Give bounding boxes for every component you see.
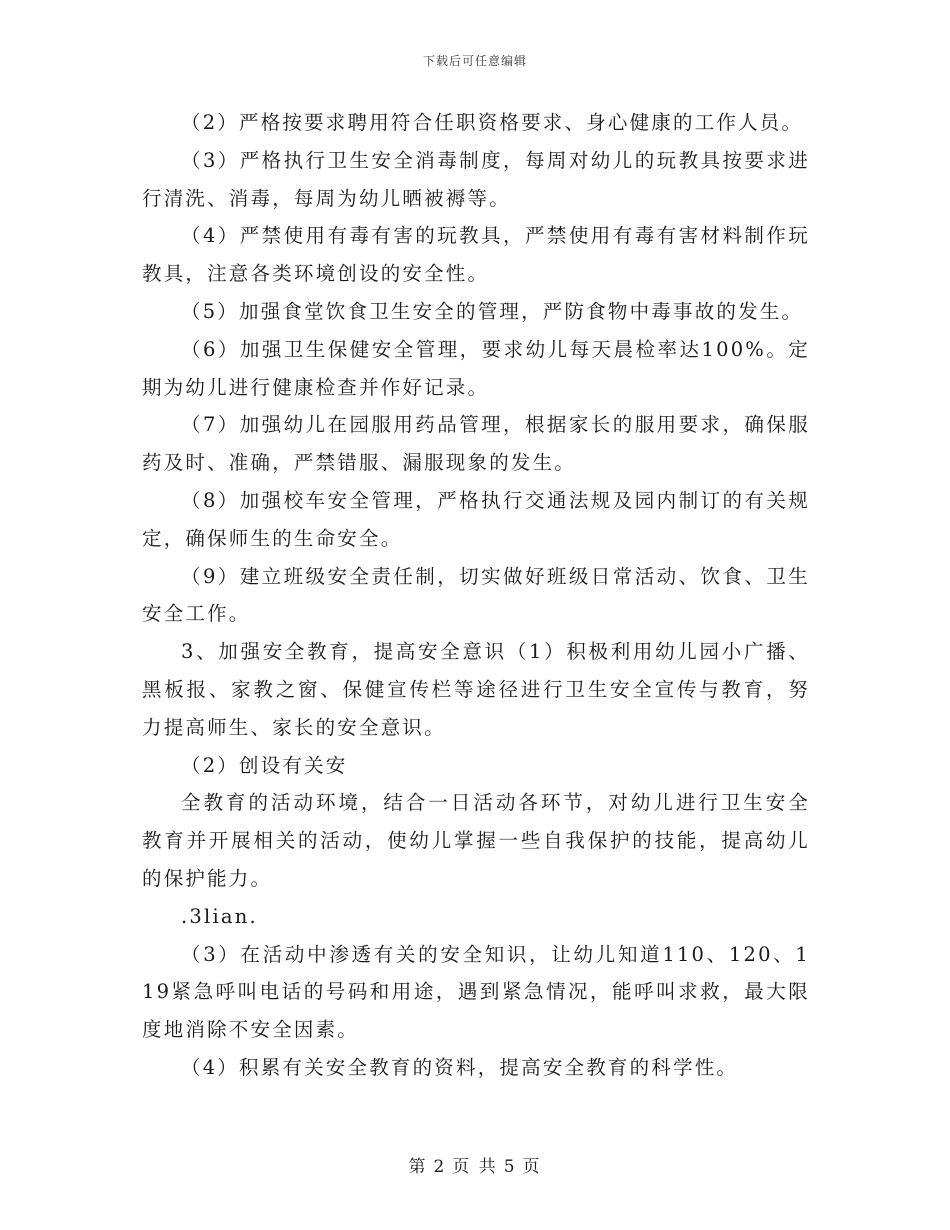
paragraph-item-8: （8）加强校车安全管理，严格执行交通法规及园内制订的有关规定，确保师生的生命安全。 bbox=[142, 488, 810, 550]
paragraph-sub-3: （3）在活动中渗透有关的安全知识，让幼儿知道110、120、119紧急呼叫电话的号码和用途，遇到紧急情况，能呼叫求救，最大限度地消除不安全因素。 bbox=[142, 942, 810, 1042]
paragraph-item-3: （3）严格执行卫生安全消毒制度，每周对幼儿的玩教具按要求进行清洗、消毒，每周为幼儿晒被褥等。 bbox=[142, 148, 810, 210]
page-header: 下载后可任意编辑 bbox=[422, 54, 527, 68]
footer-suffix: 页 bbox=[522, 1157, 542, 1177]
footer-current-page: 2 bbox=[433, 1157, 447, 1177]
paragraph-item-9: （9）建立班级安全责任制，切实做好班级日常活动、饮食、卫生安全工作。 bbox=[142, 564, 810, 626]
paragraph-item-2: （2）严格按要求聘用符合任职资格要求、身心健康的工作人员。 bbox=[181, 111, 804, 134]
footer-middle: 页 共 bbox=[452, 1157, 498, 1177]
paragraph-item-4: （4）严禁使用有毒有害的玩教具，严禁使用有毒有害材料制作玩教具，注意各类环境创设的安全性。 bbox=[142, 224, 810, 286]
paragraph-section-3: 3、加强安全教育，提高安全意识（1）积极利用幼儿园小广播、黑板报、家教之窗、保健宣传栏等途径进行卫生安全宣传与教育，努力提高师生、家长的安全意识。 bbox=[142, 640, 810, 739]
paragraph-item-6: （6）加强卫生保健安全管理，要求幼儿每天晨检率达100%。定期为幼儿进行健康检查并作好记录。 bbox=[142, 337, 810, 399]
paragraph-sub-2-start: （2）创设有关安 bbox=[181, 753, 348, 777]
page-footer bbox=[0, 1152, 950, 1177]
footer-total-pages: 5 bbox=[503, 1157, 517, 1177]
paragraph-sub-4: （4）积累有关安全教育的资料，提高安全教育的科学性。 bbox=[181, 1055, 739, 1079]
paragraph-item-7: （7）加强幼儿在园服用药品管理，根据家长的服用要求，确保服药及时、准确，严禁错服、漏服现象的发生。 bbox=[142, 413, 810, 475]
paragraph-item-5: （5）加强食堂饮食卫生安全的管理，严防食物中毒事故的发生。 bbox=[181, 299, 804, 323]
document-body bbox=[142, 104, 810, 1087]
paragraph-stray-text: .3lian. bbox=[181, 904, 258, 928]
paragraph-sub-2-continued: 全教育的活动环境，结合一日活动各环节，对幼儿进行卫生安全教育并开展相关的活动，使幼儿掌握一些自我保护的技能，提高幼儿的保护能力。 bbox=[142, 791, 810, 890]
footer-prefix: 第 bbox=[408, 1157, 428, 1177]
